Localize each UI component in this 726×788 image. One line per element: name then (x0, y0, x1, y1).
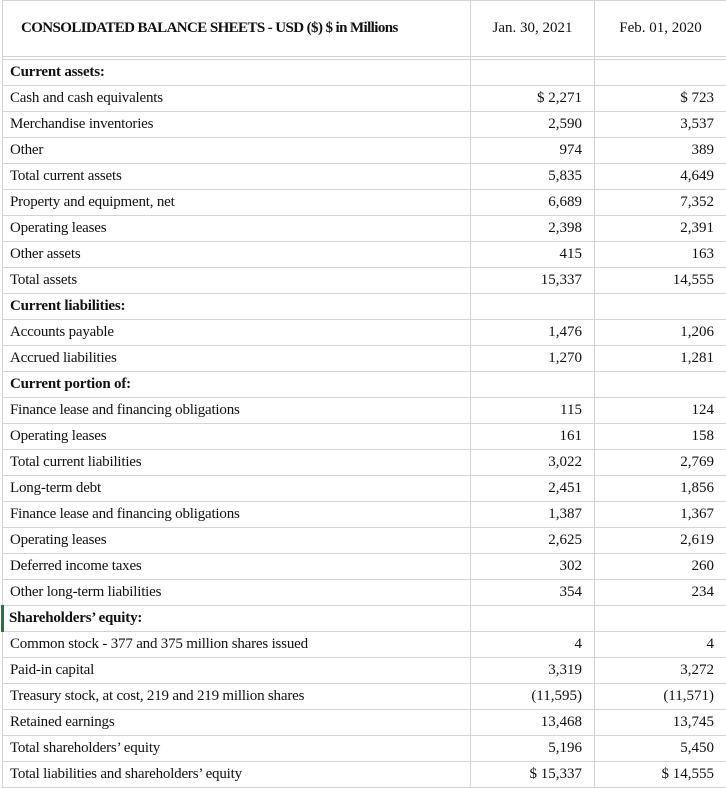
row-label: Total shareholders’ equity (3, 736, 471, 762)
table-row (3, 762, 726, 788)
table-row (3, 242, 726, 268)
section-header-row (3, 294, 726, 320)
table-row (3, 424, 726, 450)
value-jan-2021: 5,835 (471, 164, 595, 190)
table-row (3, 216, 726, 242)
value-jan-2021: $ 2,271 (471, 86, 595, 112)
value-feb-2020: 389 (595, 138, 726, 164)
value-feb-2020: 4,649 (595, 164, 726, 190)
row-label: Accounts payable (3, 320, 471, 346)
value-jan-2021: 1,476 (471, 320, 595, 346)
column-header-feb-2020: Feb. 01, 2020 (595, 1, 726, 57)
row-label: Property and equipment, net (3, 190, 471, 216)
value-feb-2020: 234 (595, 580, 726, 606)
table-row (3, 320, 726, 346)
row-label: Retained earnings (3, 710, 471, 736)
value-jan-2021: 1,270 (471, 346, 595, 372)
row-label: Total assets (3, 268, 471, 294)
value-jan-2021: 2,625 (471, 528, 595, 554)
row-label: Operating leases (3, 216, 471, 242)
value-feb-2020: 163 (595, 242, 726, 268)
value-jan-2021: 2,451 (471, 476, 595, 502)
value-feb-2020: 13,745 (595, 710, 726, 736)
table-row (3, 632, 726, 658)
value-jan-2021: 5,196 (471, 736, 595, 762)
value-jan-2021 (471, 372, 595, 398)
balance-sheet-table (1, 0, 726, 788)
table-row (3, 710, 726, 736)
value-feb-2020: 4 (595, 632, 726, 658)
table-row (3, 658, 726, 684)
value-feb-2020: 1,856 (595, 476, 726, 502)
row-label: Other (3, 138, 471, 164)
value-jan-2021: 3,319 (471, 658, 595, 684)
section-header-row (3, 606, 726, 632)
value-feb-2020: 1,281 (595, 346, 726, 372)
value-jan-2021: 415 (471, 242, 595, 268)
row-label: Shareholders’ equity: (3, 606, 471, 632)
section-header-row (3, 60, 726, 86)
row-label: Current assets: (3, 60, 471, 86)
table-title: CONSOLIDATED BALANCE SHEETS - USD ($) $ in Millions (3, 1, 471, 57)
value-jan-2021: 115 (471, 398, 595, 424)
value-feb-2020: 3,537 (595, 112, 726, 138)
value-feb-2020: 158 (595, 424, 726, 450)
row-label: Current portion of: (3, 372, 471, 398)
value-jan-2021: 2,398 (471, 216, 595, 242)
value-jan-2021: 1,387 (471, 502, 595, 528)
value-feb-2020: 5,450 (595, 736, 726, 762)
value-jan-2021: 354 (471, 580, 595, 606)
row-label: Finance lease and financing obligations (3, 502, 471, 528)
table-row (3, 528, 726, 554)
row-label: Deferred income taxes (3, 554, 471, 580)
section-header-row (3, 372, 726, 398)
value-jan-2021: $ 15,337 (471, 762, 595, 788)
value-jan-2021: 4 (471, 632, 595, 658)
value-jan-2021: 15,337 (471, 268, 595, 294)
row-label: Common stock - 377 and 375 million shares issued (3, 632, 471, 658)
row-label: Long-term debt (3, 476, 471, 502)
value-feb-2020: 2,769 (595, 450, 726, 476)
column-header-jan-2021: Jan. 30, 2021 (471, 1, 595, 57)
value-feb-2020: 1,367 (595, 502, 726, 528)
value-jan-2021: 161 (471, 424, 595, 450)
value-feb-2020: (11,571) (595, 684, 726, 710)
row-label: Other assets (3, 242, 471, 268)
value-feb-2020 (595, 606, 726, 632)
value-jan-2021: 2,590 (471, 112, 595, 138)
header-row (3, 1, 726, 57)
table-body (3, 57, 726, 788)
value-feb-2020: 124 (595, 398, 726, 424)
value-jan-2021 (471, 294, 595, 320)
value-feb-2020: 2,391 (595, 216, 726, 242)
value-jan-2021: 3,022 (471, 450, 595, 476)
table-header (3, 1, 726, 57)
row-label: Total liabilities and shareholders’ equity (3, 762, 471, 788)
table-row (3, 190, 726, 216)
table-row (3, 684, 726, 710)
table-row (3, 86, 726, 112)
table-row (3, 554, 726, 580)
table-row (3, 580, 726, 606)
value-feb-2020: 3,272 (595, 658, 726, 684)
value-feb-2020 (595, 294, 726, 320)
row-label: Treasury stock, at cost, 219 and 219 million shares (3, 684, 471, 710)
value-feb-2020: $ 723 (595, 86, 726, 112)
row-label: Total current liabilities (3, 450, 471, 476)
table-row (3, 138, 726, 164)
value-jan-2021: 6,689 (471, 190, 595, 216)
value-feb-2020: 260 (595, 554, 726, 580)
row-label: Current liabilities: (3, 294, 471, 320)
row-label: Finance lease and financing obligations (3, 398, 471, 424)
row-label: Paid-in capital (3, 658, 471, 684)
row-label: Operating leases (3, 424, 471, 450)
table-row (3, 502, 726, 528)
value-jan-2021: 974 (471, 138, 595, 164)
value-jan-2021 (471, 606, 595, 632)
value-feb-2020: 14,555 (595, 268, 726, 294)
table-row (3, 398, 726, 424)
value-feb-2020 (595, 372, 726, 398)
value-feb-2020 (595, 60, 726, 86)
table-row (3, 164, 726, 190)
row-label: Other long-term liabilities (3, 580, 471, 606)
value-jan-2021 (471, 60, 595, 86)
table-row (3, 736, 726, 762)
table-row (3, 112, 726, 138)
table-row (3, 450, 726, 476)
value-feb-2020: 7,352 (595, 190, 726, 216)
table-row (3, 346, 726, 372)
row-label: Operating leases (3, 528, 471, 554)
row-label: Merchandise inventories (3, 112, 471, 138)
value-feb-2020: 1,206 (595, 320, 726, 346)
value-jan-2021: 302 (471, 554, 595, 580)
value-jan-2021: 13,468 (471, 710, 595, 736)
value-feb-2020: $ 14,555 (595, 762, 726, 788)
table-row (3, 476, 726, 502)
row-label: Accrued liabilities (3, 346, 471, 372)
value-jan-2021: (11,595) (471, 684, 595, 710)
value-feb-2020: 2,619 (595, 528, 726, 554)
table-row (3, 268, 726, 294)
row-label: Cash and cash equivalents (3, 86, 471, 112)
row-label: Total current assets (3, 164, 471, 190)
